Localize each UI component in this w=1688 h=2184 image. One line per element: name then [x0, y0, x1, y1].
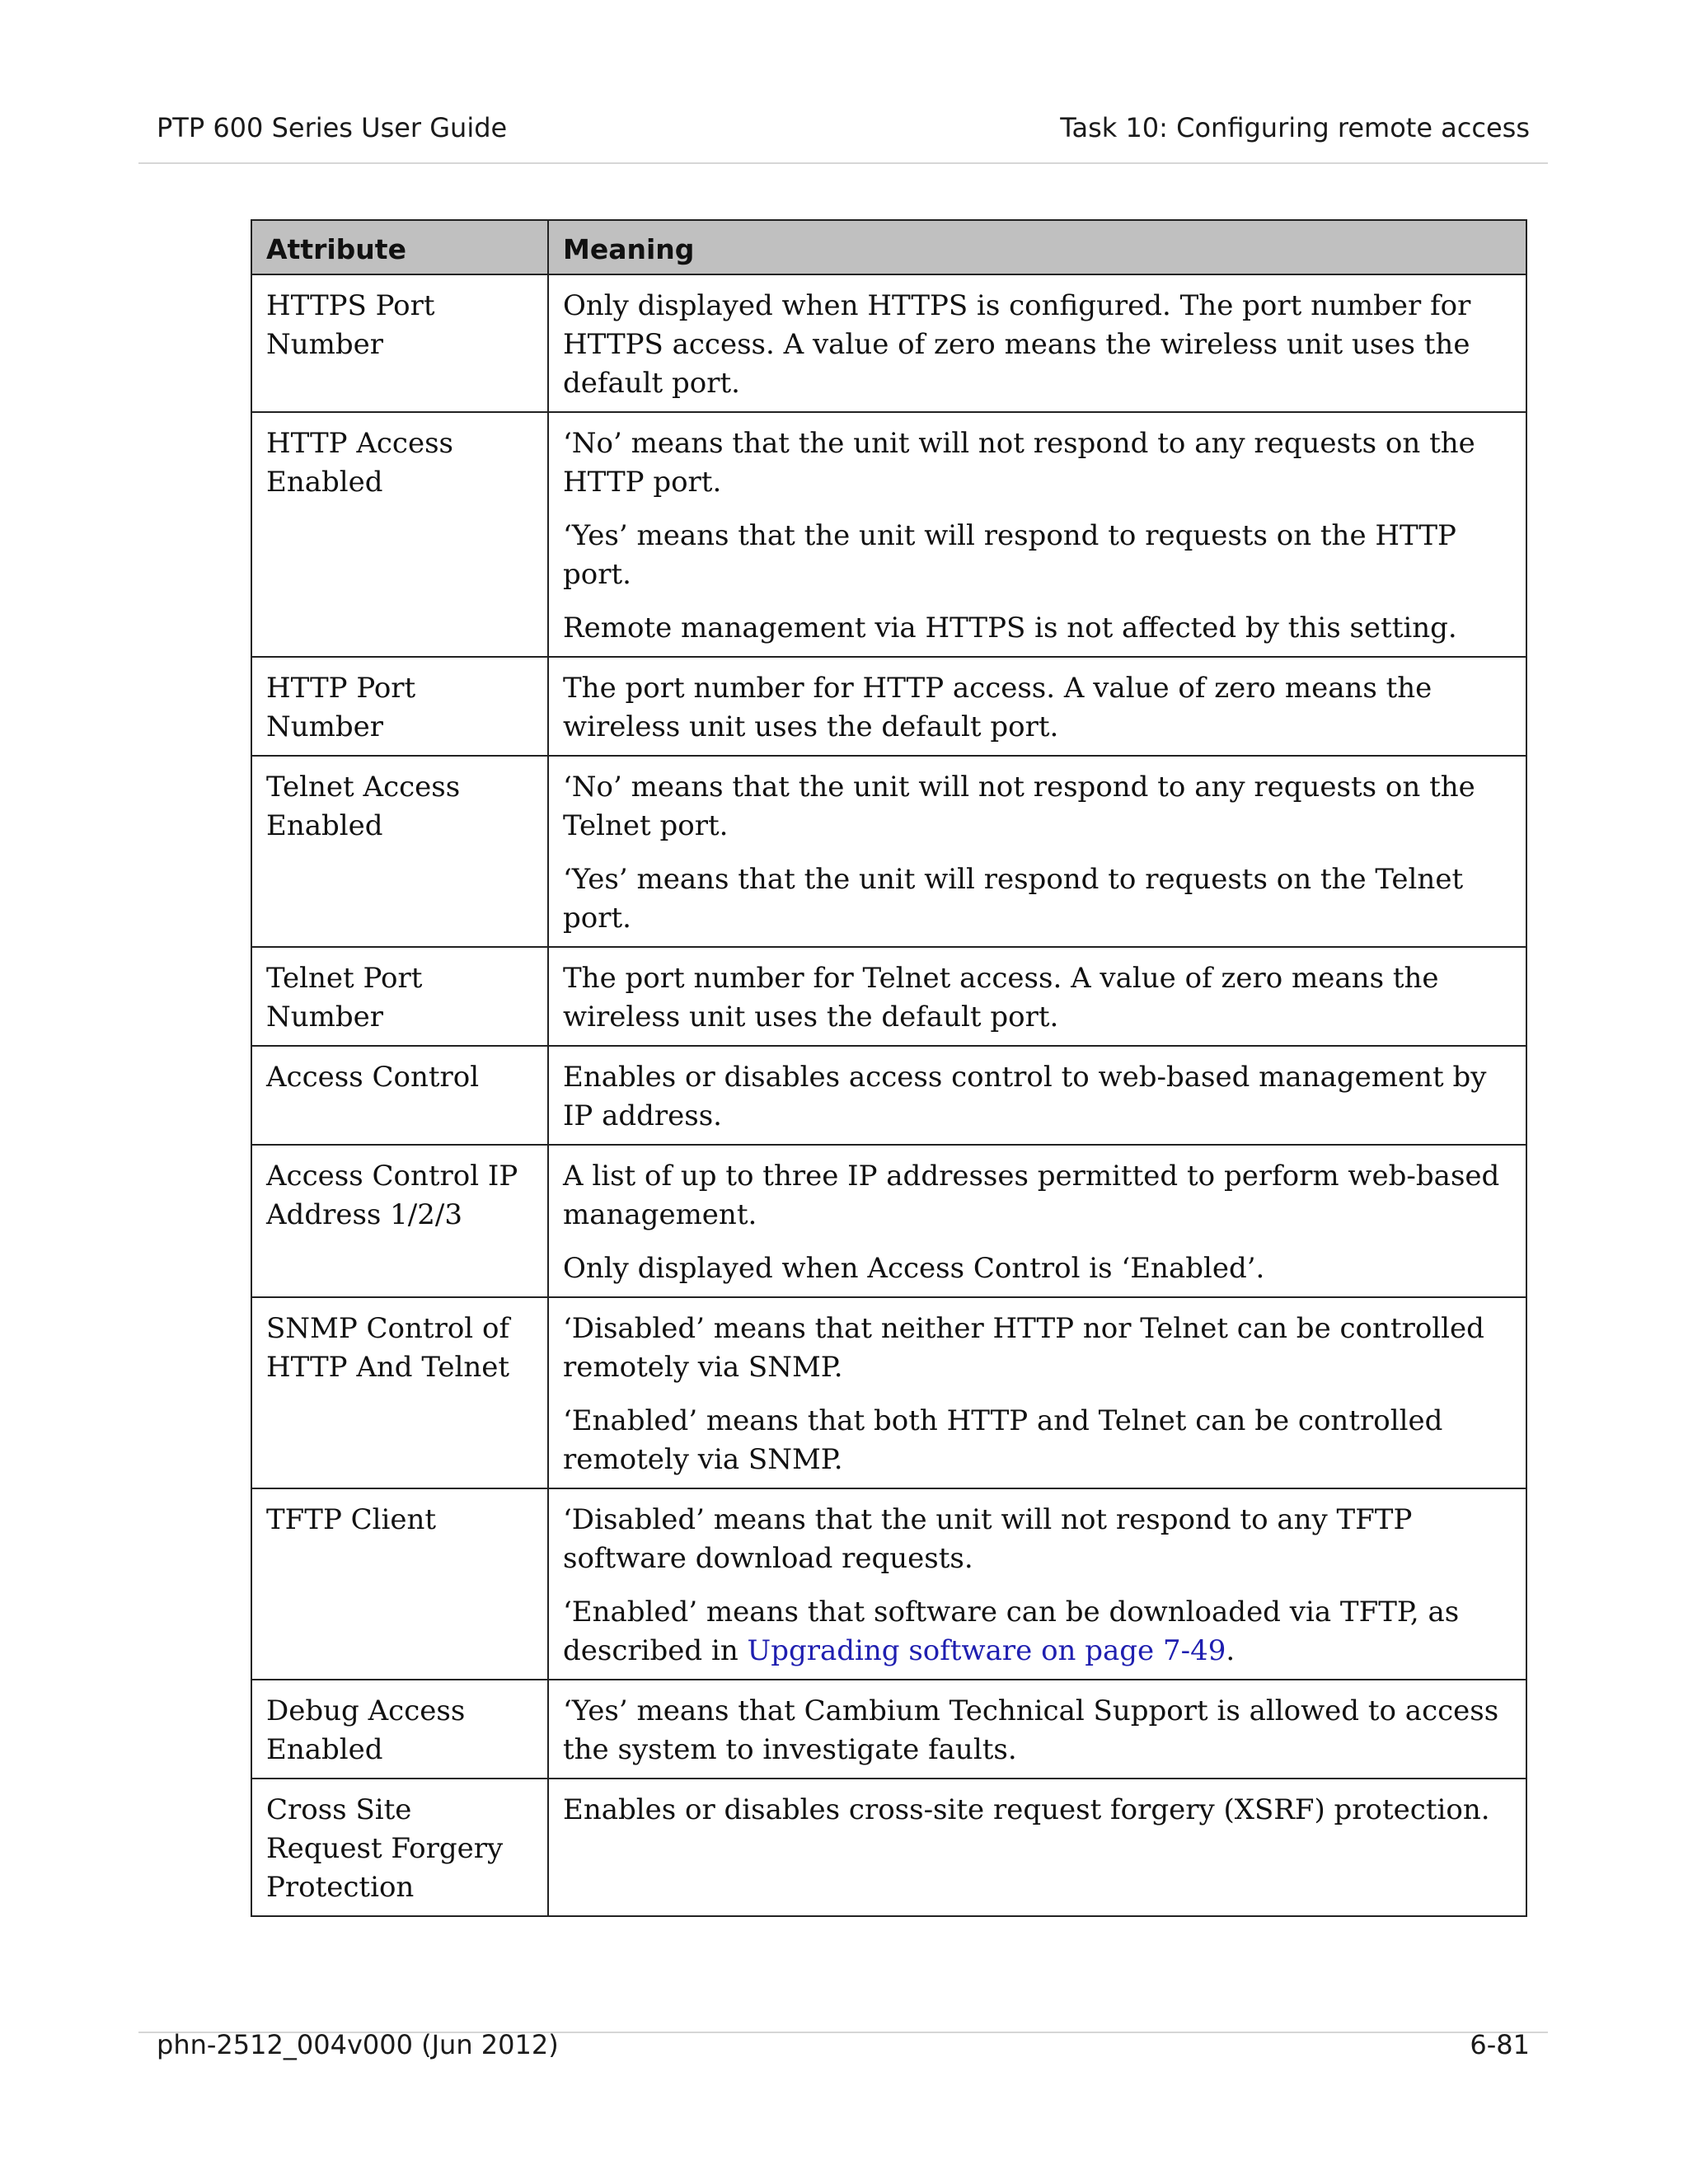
table-row — [251, 1046, 1526, 1145]
page-number: 6-81 — [1470, 2029, 1530, 2060]
running-footer — [157, 2029, 1530, 2060]
table-row — [251, 1297, 1526, 1488]
meaning-cell — [548, 1297, 1526, 1488]
meaning-paragraph: ‘Yes’ means that the unit will respond to requests on the Telnet port. — [563, 863, 1464, 935]
meaning-paragraph: ‘No’ means that the unit will not respond to any requests on the Telnet port. — [563, 771, 1475, 842]
column-header-meaning: Meaning — [548, 220, 1526, 274]
attribute-cell: Telnet Access Enabled — [251, 756, 548, 947]
attribute-cell: SNMP Control of HTTP And Telnet — [251, 1297, 548, 1488]
table-row — [251, 1680, 1526, 1779]
attribute-cell: Access Control IP Address 1/2/3 — [251, 1145, 548, 1297]
attribute-cell: HTTPS Port Number — [251, 274, 548, 412]
meaning-paragraph: Only displayed when HTTPS is configured. The port number for HTTPS access. A value of zero means the wireless unit uses the default port. — [563, 289, 1471, 400]
meaning-paragraph: ‘Yes’ means that the unit will respond to requests on the HTTP port. — [563, 519, 1456, 591]
header-section-title: Task 10: Configuring remote access — [1060, 112, 1530, 143]
meaning-paragraph — [563, 1593, 1512, 1671]
meaning-paragraph: Enables or disables cross-site request forgery (XSRF) protection. — [563, 1793, 1490, 1826]
attribute-cell: Telnet Port Number — [251, 947, 548, 1046]
attribute-cell: Access Control — [251, 1046, 548, 1145]
running-header — [157, 112, 1530, 143]
meaning-paragraph: ‘Enabled’ means that both HTTP and Telnet can be controlled remotely via SNMP. — [563, 1404, 1443, 1476]
column-header-attribute: Attribute — [251, 220, 548, 274]
attribute-table — [251, 219, 1527, 1917]
meaning-text: ‘Enabled’ means that software can be downloaded via TFTP, as described in — [563, 1596, 1460, 1667]
table-row — [251, 274, 1526, 412]
meaning-cell — [548, 1145, 1526, 1297]
meaning-paragraph: Only displayed when Access Control is ‘Enabled’. — [563, 1252, 1265, 1285]
meaning-cell — [548, 412, 1526, 657]
table-row — [251, 756, 1526, 947]
table-row — [251, 947, 1526, 1046]
document-id: phn-2512_004v000 (Jun 2012) — [157, 2029, 559, 2060]
header-rule — [138, 162, 1548, 164]
meaning-cell — [548, 1779, 1526, 1916]
meaning-paragraph: ‘No’ means that the unit will not respond to any requests on the HTTP port. — [563, 427, 1475, 499]
attribute-cell: HTTP Access Enabled — [251, 412, 548, 657]
table-row — [251, 1145, 1526, 1297]
meaning-paragraph: ‘Yes’ means that Cambium Technical Support is allowed to access the system to investigate faults. — [563, 1694, 1499, 1766]
table-row — [251, 1488, 1526, 1680]
upgrading-software-link[interactable]: Upgrading software on page 7-49 — [747, 1634, 1226, 1667]
meaning-cell — [548, 657, 1526, 756]
meaning-text: . — [1226, 1634, 1236, 1667]
meaning-cell — [548, 1046, 1526, 1145]
meaning-paragraph: ‘Disabled’ means that the unit will not respond to any TFTP software download requests. — [563, 1503, 1413, 1575]
meaning-paragraph: Enables or disables access control to web-based management by IP address. — [563, 1061, 1487, 1132]
meaning-paragraph: The port number for Telnet access. A value of zero means the wireless unit uses the default port. — [563, 962, 1439, 1033]
meaning-cell — [548, 274, 1526, 412]
attribute-cell: Cross Site Request Forgery Protection — [251, 1779, 548, 1916]
meaning-paragraph: The port number for HTTP access. A value of zero means the wireless unit uses the default port. — [563, 672, 1432, 743]
attribute-cell: Debug Access Enabled — [251, 1680, 548, 1779]
table-header-row — [251, 220, 1526, 274]
attribute-cell: TFTP Client — [251, 1488, 548, 1680]
table-row — [251, 1779, 1526, 1916]
table-row — [251, 412, 1526, 657]
header-guide-title: PTP 600 Series User Guide — [157, 112, 508, 143]
table-row — [251, 657, 1526, 756]
attribute-cell: HTTP Port Number — [251, 657, 548, 756]
meaning-paragraph: ‘Disabled’ means that neither HTTP nor Telnet can be controlled remotely via SNMP. — [563, 1312, 1484, 1384]
meaning-cell — [548, 756, 1526, 947]
meaning-cell — [548, 1680, 1526, 1779]
meaning-cell — [548, 947, 1526, 1046]
meaning-paragraph: Remote management via HTTPS is not affected by this setting. — [563, 612, 1457, 644]
meaning-cell — [548, 1488, 1526, 1680]
meaning-paragraph: A list of up to three IP addresses permitted to perform web-based management. — [563, 1160, 1500, 1231]
